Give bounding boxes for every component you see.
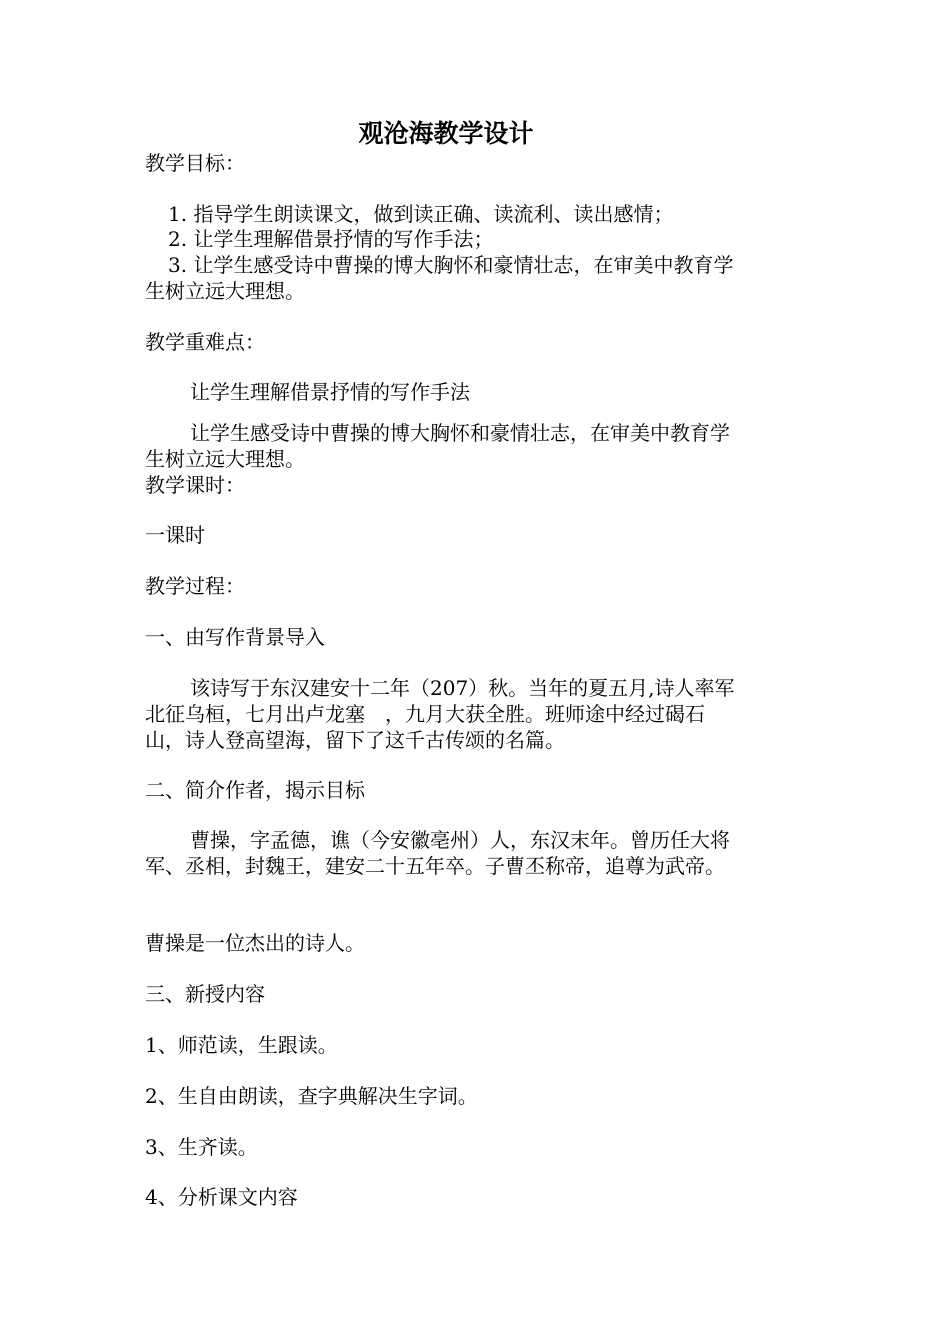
document-title: 观沧海教学设计 [358, 119, 534, 148]
period-value: 一课时 [145, 523, 205, 547]
section1-text-line: 山，诗人登高望海，留下了这千古传颂的名篇。 [145, 728, 565, 752]
keypoint-2-continued: 生树立远大理想。 [145, 447, 305, 471]
section2-text-line: 曹操，字孟德，谯（今安徽亳州）人，东汉末年。曾历任大将 [190, 828, 730, 852]
keypoint-2: 让学生感受诗中曹操的博大胸怀和豪情壮志，在审美中教育学 [190, 421, 730, 445]
section1-heading: 一、由写作背景导入 [145, 625, 325, 649]
section2-heading: 二、简介作者，揭示目标 [145, 778, 365, 802]
goal-item-3: 3. 让学生感受诗中曹操的博大胸怀和豪情壮志，在审美中教育学 [168, 253, 734, 277]
goal-item-3-continued: 生树立远大理想。 [145, 279, 305, 303]
section2-extra: 曹操是一位杰出的诗人。 [145, 931, 365, 955]
section3-heading: 三、新授内容 [145, 982, 265, 1006]
goal-item-1: 1. 指导学生朗读课文，做到读正确、读流利、读出感情； [168, 202, 674, 226]
goals-heading: 教学目标： [145, 151, 245, 175]
step-item-4: 4、分析课文内容 [145, 1185, 298, 1209]
step-item-3: 3、生齐读。 [145, 1135, 258, 1159]
section2-text-line: 军、丞相，封魏王，建安二十五年卒。子曹丕称帝，追尊为武帝。 [145, 854, 725, 878]
step-item-1: 1、师范读，生跟读。 [145, 1033, 338, 1057]
goal-item-2: 2. 让学生理解借景抒情的写作手法； [168, 227, 494, 251]
process-heading: 教学过程： [145, 574, 245, 598]
keypoint-1: 让学生理解借景抒情的写作手法 [190, 380, 470, 404]
step-item-2: 2、生自由朗读，查字典解决生字词。 [145, 1084, 478, 1108]
keypoints-heading: 教学重难点： [145, 330, 265, 354]
period-heading: 教学课时： [145, 473, 245, 497]
section1-text-line: 北征乌桓，七月出卢龙塞 ，九月大获全胜。班师途中经过碣石 [145, 702, 705, 726]
section1-text-line: 该诗写于东汉建安十二年（207）秋。当年的夏五月,诗人率军 [190, 676, 735, 700]
